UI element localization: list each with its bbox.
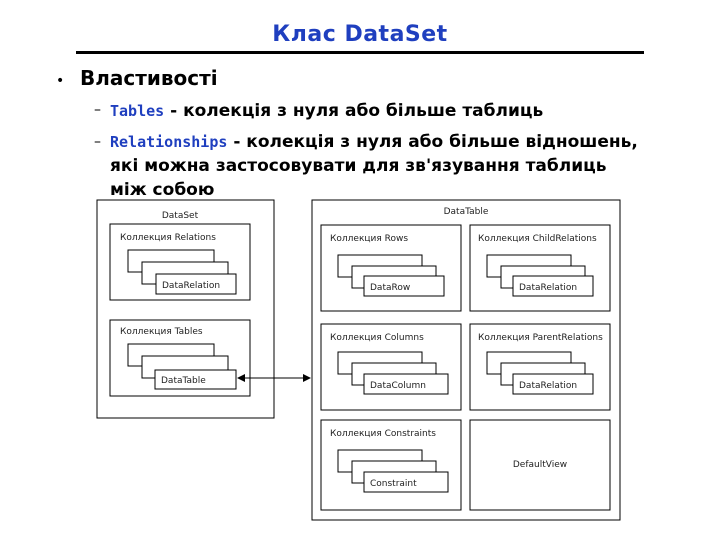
- childrelations-collection: [470, 225, 610, 311]
- parent-datarelation-item-label: DataRelation: [519, 381, 578, 391]
- keyword-relationships: Relationships: [110, 133, 228, 151]
- relations-collection: [110, 224, 250, 300]
- defaultview-label: DefaultView: [512, 460, 568, 470]
- datacolumn-item-label: DataColumn: [370, 381, 426, 391]
- keyword-tables: Tables: [110, 102, 165, 120]
- dash-marker-2: –: [94, 134, 101, 150]
- datatable-item-label: DataTable: [161, 376, 206, 386]
- item-relationships-text: - колекція з нуля або більше відношень, які можна застосовувати для зв'язування таблиць між собою: [110, 132, 638, 200]
- constraint-item-label: Constraint: [370, 479, 417, 489]
- bullet-marker: •: [56, 73, 65, 89]
- item-tables-text: - колекція з нуля або більше таблиць: [164, 101, 544, 121]
- defaultview-box: [470, 420, 610, 510]
- parentrelations-collection-label: Коллекция ParentRelations: [478, 333, 603, 343]
- datatable-title: DataTable: [443, 207, 489, 217]
- relations-collection-label: Коллекция Relations: [120, 233, 216, 243]
- tables-collection-label: Коллекция Tables: [120, 327, 203, 337]
- dataset-title: DataSet: [161, 211, 199, 221]
- datarelation-item-label: DataRelation: [162, 281, 221, 291]
- rows-collection-label: Коллекция Rows: [330, 234, 409, 244]
- tables-collection: [110, 320, 250, 396]
- child-datarelation-item-label: DataRelation: [519, 283, 578, 293]
- rows-collection: [321, 225, 461, 311]
- heading-properties: Властивості: [80, 66, 218, 90]
- slide-title: Клас DataSet: [272, 22, 448, 47]
- constraints-collection: [321, 420, 461, 510]
- dash-marker-1: –: [94, 102, 101, 118]
- datarow-item-label: DataRow: [370, 283, 411, 293]
- columns-collection: [321, 324, 461, 410]
- childrelations-collection-label: Коллекция ChildRelations: [478, 234, 597, 244]
- parentrelations-collection: [470, 324, 610, 410]
- columns-collection-label: Коллекция Columns: [330, 333, 424, 343]
- constraints-collection-label: Коллекция Constraints: [330, 429, 436, 439]
